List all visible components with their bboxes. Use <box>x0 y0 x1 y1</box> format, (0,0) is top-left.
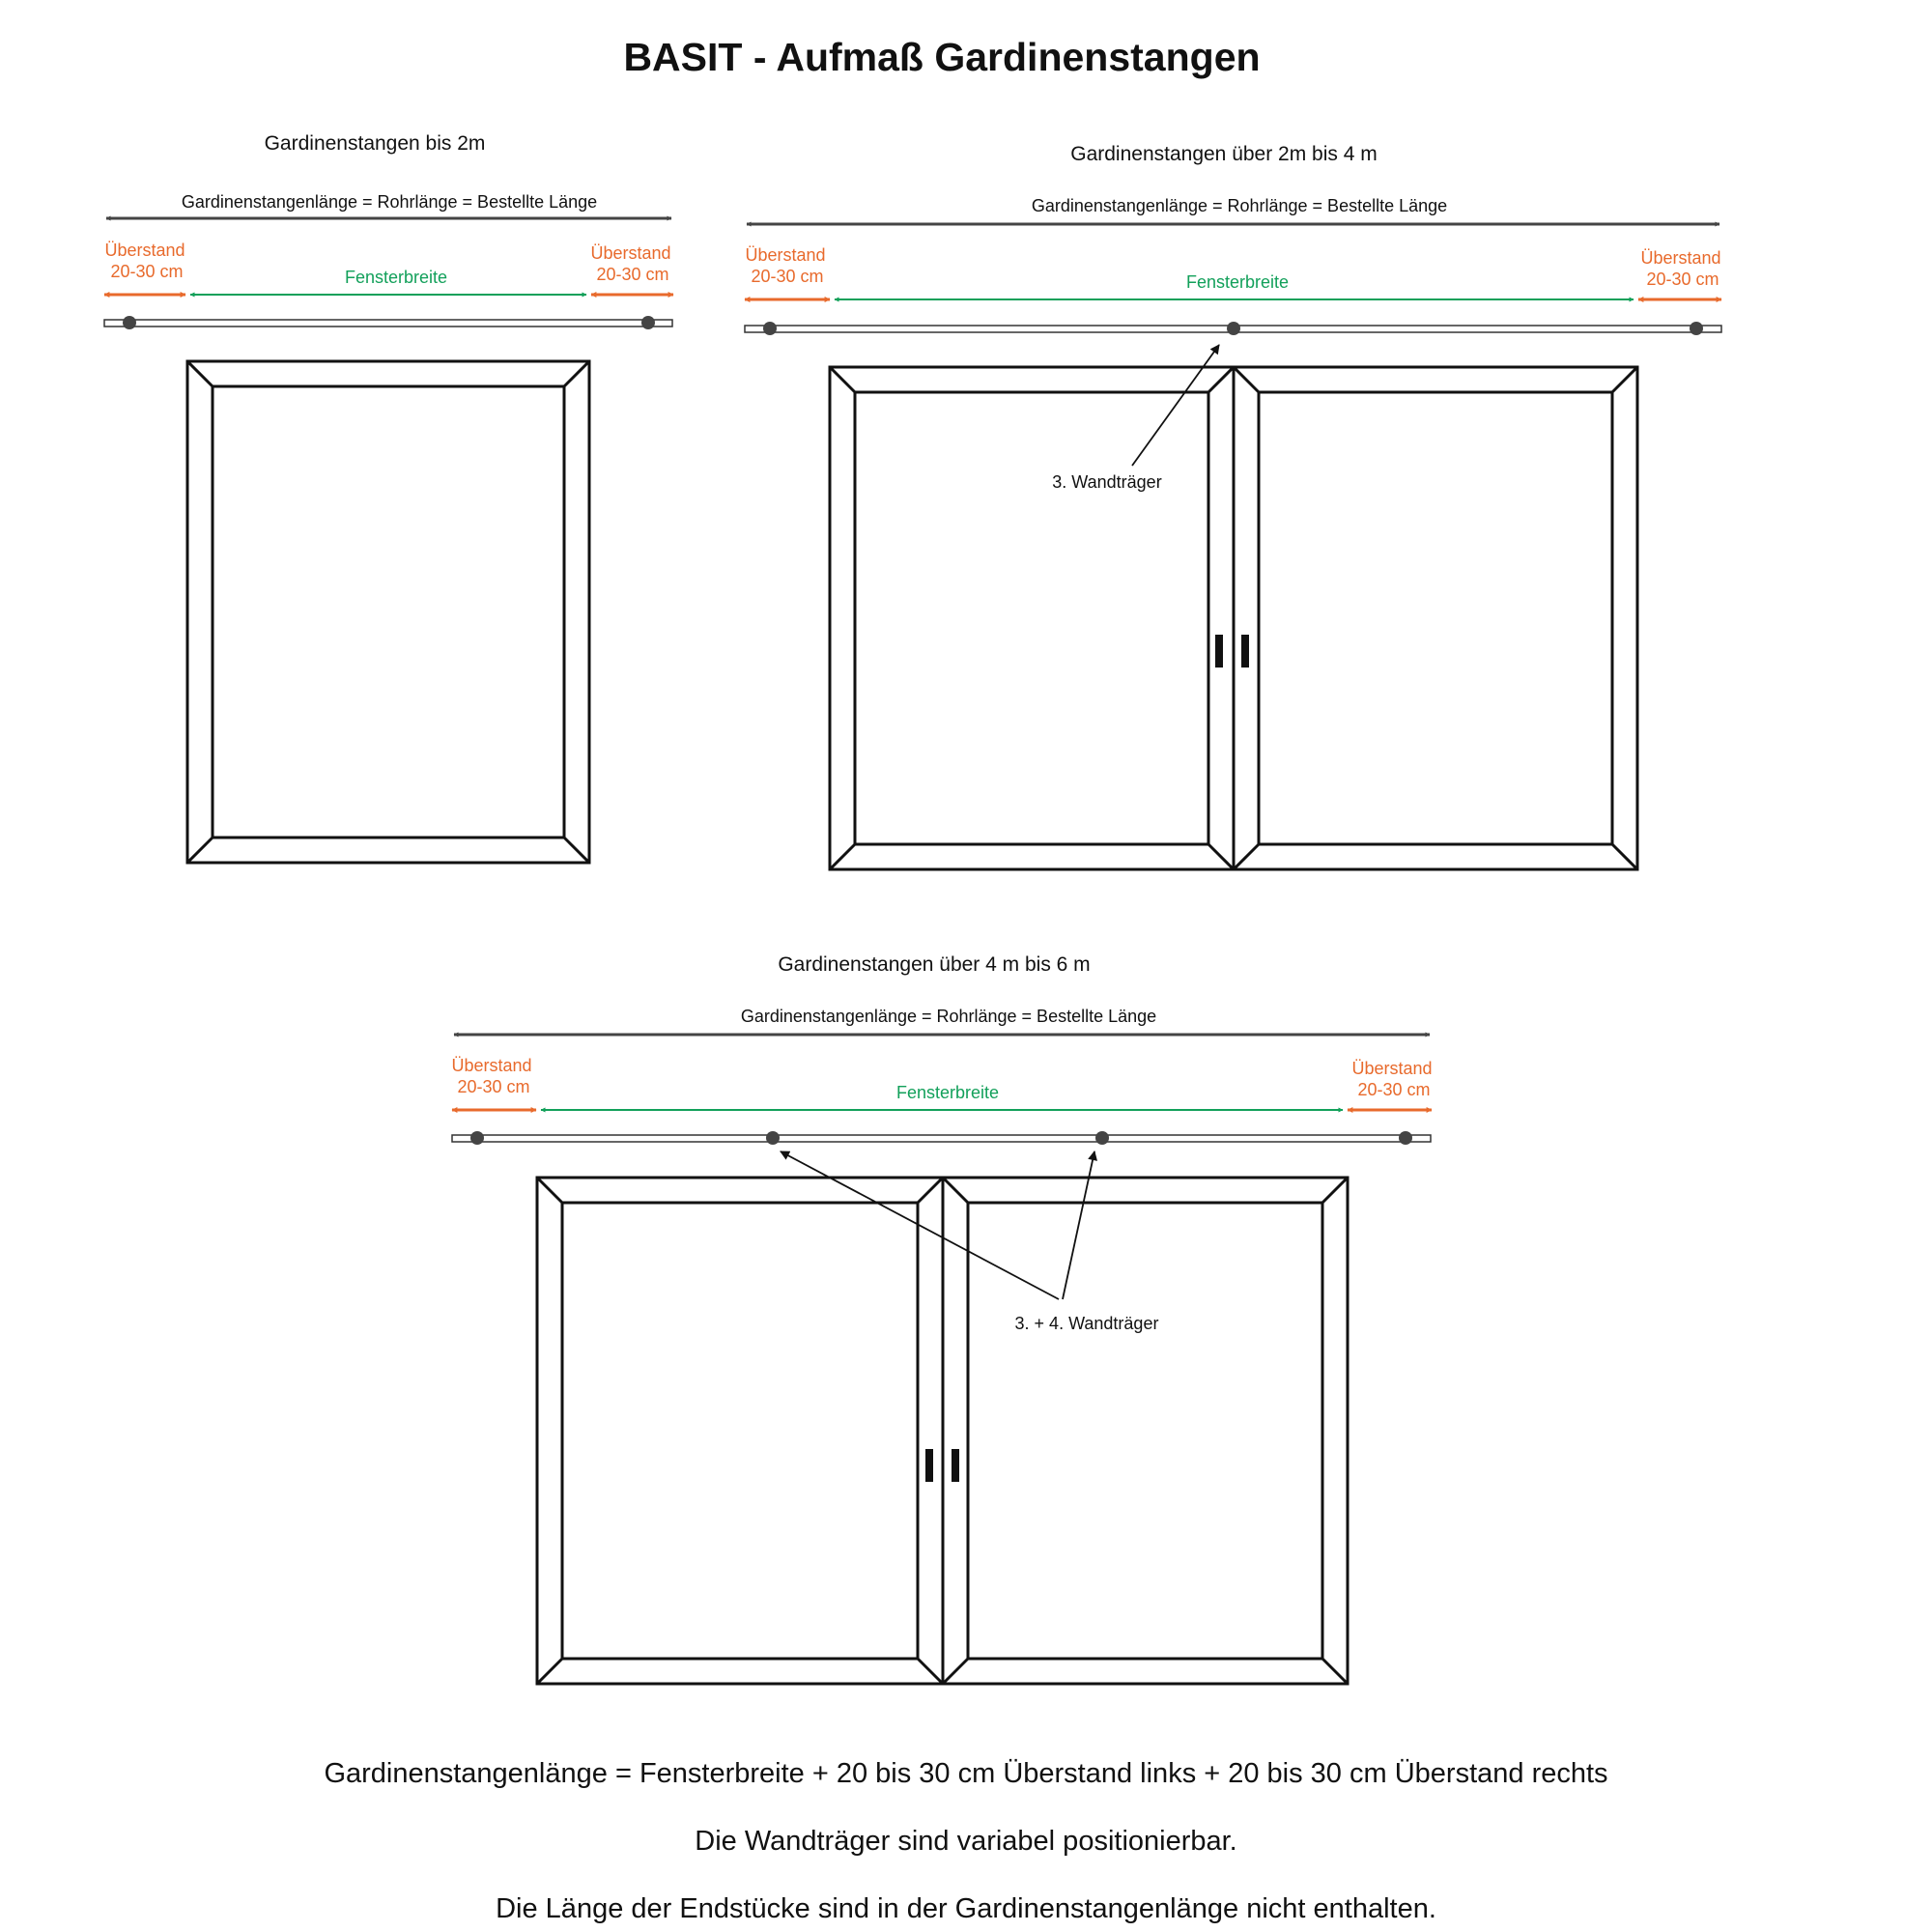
overhang-right-title: Überstand <box>1351 1059 1433 1078</box>
overhang-right-range: 20-30 cm <box>1646 270 1719 289</box>
window-handle <box>1241 635 1249 668</box>
endcap-note: Die Länge der Endstücke sind in der Gardinenstangenlänge nicht enthalten. <box>496 1893 1436 1924</box>
rod-length-label: Gardinenstangenlänge = Rohrlänge = Bestellte Länge <box>1031 196 1448 215</box>
overhang-left-title: Überstand <box>745 245 826 265</box>
window-handle <box>1215 635 1223 668</box>
wall-bracket <box>123 316 136 329</box>
overhang-left-title: Überstand <box>104 241 185 260</box>
wall-bracket <box>641 316 655 329</box>
window-double <box>830 367 1637 869</box>
overhang-left-range: 20-30 cm <box>751 267 824 286</box>
curtain-rod <box>452 1135 1431 1142</box>
callout-arrow <box>781 1151 1059 1299</box>
wall-bracket <box>766 1131 780 1145</box>
section-heading: Gardinenstangen bis 2m <box>264 132 486 155</box>
section-2m-to-4m <box>745 143 1721 869</box>
window-handle <box>925 1449 933 1482</box>
window-single <box>187 361 589 863</box>
wall-bracket <box>763 322 777 335</box>
window-width-label: Fensterbreite <box>895 1083 1000 1102</box>
section-up-to-2m <box>104 132 673 863</box>
overhang-right-title: Überstand <box>1640 248 1721 268</box>
section-heading: Gardinenstangen über 4 m bis 6 m <box>778 953 1091 976</box>
wall-bracket <box>1227 322 1240 335</box>
rod-length-label: Gardinenstangenlänge = Rohrlänge = Bestellte Länge <box>181 192 598 212</box>
section-4m-to-6m <box>451 953 1432 1684</box>
wall-bracket <box>1399 1131 1412 1145</box>
page-title: BASIT - Aufmaß Gardinenstangen <box>623 35 1261 79</box>
window-double <box>537 1178 1348 1684</box>
overhang-left-range: 20-30 cm <box>457 1077 530 1096</box>
rod-length-label: Gardinenstangenlänge = Rohrlänge = Bestellte Länge <box>740 1007 1157 1026</box>
formula-note: Gardinenstangenlänge = Fensterbreite + 20 bis 30 cm Überstand links + 20 bis 30 cm Überstand rechts <box>324 1758 1608 1789</box>
bracket-note: Die Wandträger sind variabel positionierbar. <box>695 1826 1237 1857</box>
curtain-rod <box>104 320 672 327</box>
window-handle <box>952 1449 959 1482</box>
callout-arrow <box>1063 1151 1094 1299</box>
callout-arrow <box>1132 345 1219 466</box>
window-width-label: Fensterbreite <box>1185 272 1290 292</box>
callout-label: 3. + 4. Wandträger <box>1014 1314 1159 1333</box>
wall-bracket <box>1095 1131 1109 1145</box>
wall-bracket <box>1690 322 1703 335</box>
window-width-label: Fensterbreite <box>344 268 448 287</box>
callout-label: 3. Wandträger <box>1052 472 1162 492</box>
overhang-right-range: 20-30 cm <box>596 265 669 284</box>
section-heading: Gardinenstangen über 2m bis 4 m <box>1070 143 1378 165</box>
wall-bracket <box>470 1131 484 1145</box>
overhang-left-title: Überstand <box>451 1056 532 1075</box>
overhang-right-title: Überstand <box>590 243 671 263</box>
overhang-right-range: 20-30 cm <box>1357 1080 1431 1099</box>
overhang-left-range: 20-30 cm <box>110 262 184 281</box>
